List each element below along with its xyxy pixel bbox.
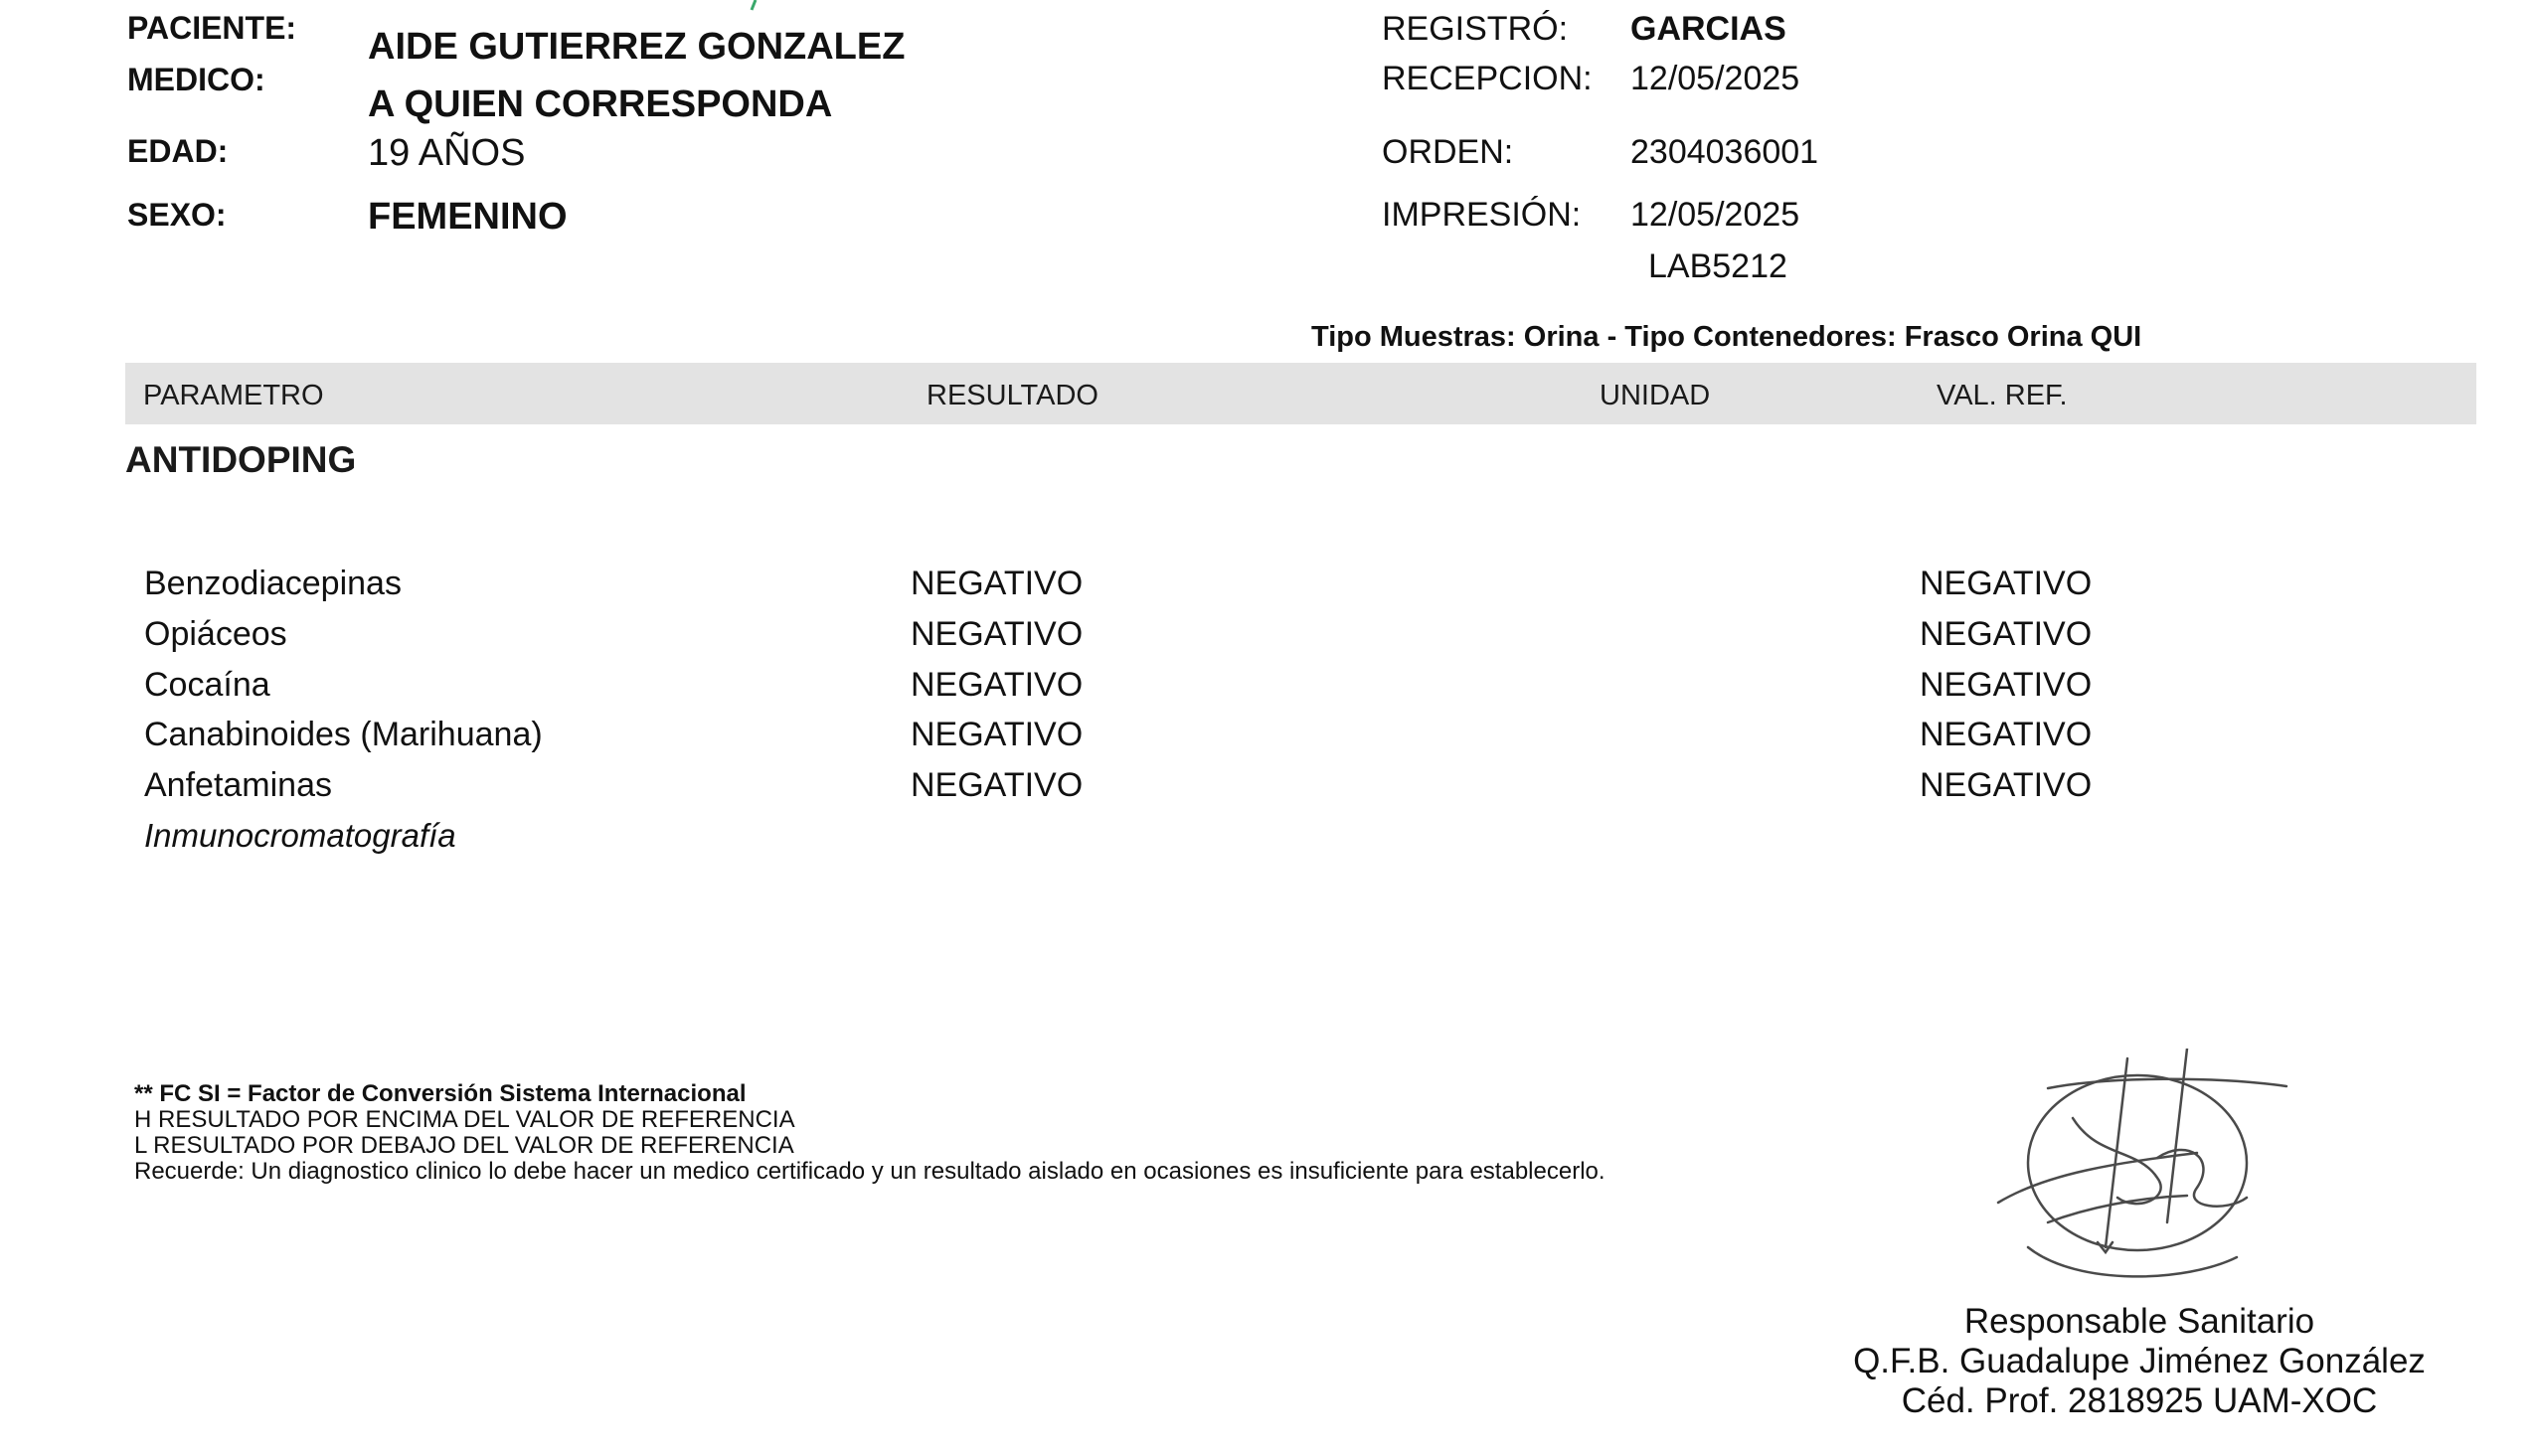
- footnote-fc-si: ** FC SI = Factor de Conversión Sistema Internacional: [134, 1080, 747, 1107]
- row-resultado: NEGATIVO: [911, 766, 1084, 804]
- footnote-disclaimer: Recuerde: Un diagnostico clinico lo debe hacer un medico certificado y un resultado aislado en ocasiones es insuficiente para establecerlo.: [134, 1158, 1606, 1185]
- paciente-label: PACIENTE:: [127, 10, 297, 46]
- row-parametro: Cocaína: [144, 666, 270, 704]
- paciente-value: AIDE GUTIERREZ GONZALEZ: [368, 26, 906, 68]
- method-note: Inmunocromatografía: [144, 817, 456, 854]
- row-val-ref: NEGATIVO: [1920, 766, 2093, 804]
- medico-label: MEDICO:: [127, 62, 265, 97]
- lab-code: LAB5212: [1648, 247, 1787, 285]
- row-parametro: Benzodiacepinas: [144, 565, 402, 602]
- row-val-ref: NEGATIVO: [1920, 615, 2093, 653]
- footnote-low: L RESULTADO POR DEBAJO DEL VALOR DE REFERENCIA: [134, 1132, 794, 1159]
- row-val-ref: NEGATIVO: [1920, 565, 2093, 602]
- responsable-name: Q.F.B. Guadalupe Jiménez González: [1853, 1342, 2426, 1380]
- header-unidad: UNIDAD: [1600, 380, 1711, 411]
- row-val-ref: NEGATIVO: [1920, 666, 2093, 704]
- medico-value: A QUIEN CORRESPONDA: [368, 83, 833, 125]
- impresion-value: 12/05/2025: [1630, 196, 1800, 234]
- row-parametro: Anfetaminas: [144, 766, 332, 804]
- row-resultado: NEGATIVO: [911, 615, 1084, 653]
- recepcion-value: 12/05/2025: [1630, 60, 1800, 97]
- edad-value: 19 AÑOS: [368, 132, 526, 174]
- row-val-ref: NEGATIVO: [1920, 716, 2093, 753]
- recepcion-label: RECEPCION:: [1382, 60, 1593, 97]
- logo-fragment-icon: [746, 0, 760, 14]
- sexo-value: FEMENINO: [368, 196, 568, 238]
- header-val-ref: VAL. REF.: [1937, 380, 2068, 411]
- row-resultado: NEGATIVO: [911, 565, 1084, 602]
- impresion-label: IMPRESIÓN:: [1382, 196, 1582, 234]
- header-parametro: PARAMETRO: [143, 380, 324, 411]
- footnote-high: H RESULTADO POR ENCIMA DEL VALOR DE REFERENCIA: [134, 1106, 795, 1133]
- sample-info: Tipo Muestras: Orina - Tipo Contenedores: Frasco Orina QUI: [1311, 321, 2142, 353]
- responsable-title: Responsable Sanitario: [1963, 1302, 2315, 1341]
- row-parametro: Canabinoides (Marihuana): [144, 716, 543, 753]
- table-header: [125, 363, 2476, 424]
- registro-label: REGISTRÓ:: [1382, 10, 1569, 48]
- header-resultado: RESULTADO: [927, 380, 1098, 411]
- row-resultado: NEGATIVO: [911, 666, 1084, 704]
- orden-value: 2304036001: [1630, 133, 1819, 171]
- row-parametro: Opiáceos: [144, 615, 287, 653]
- orden-label: ORDEN:: [1382, 133, 1514, 171]
- section-title: ANTIDOPING: [125, 439, 357, 480]
- sexo-label: SEXO:: [127, 197, 227, 233]
- row-resultado: NEGATIVO: [911, 716, 1084, 753]
- edad-label: EDAD:: [127, 133, 229, 169]
- responsable-license: Céd. Prof. 2818925 UAM-XOC: [1901, 1381, 2378, 1420]
- signature-icon: [1988, 1049, 2306, 1297]
- registro-value: GARCIAS: [1630, 10, 1786, 48]
